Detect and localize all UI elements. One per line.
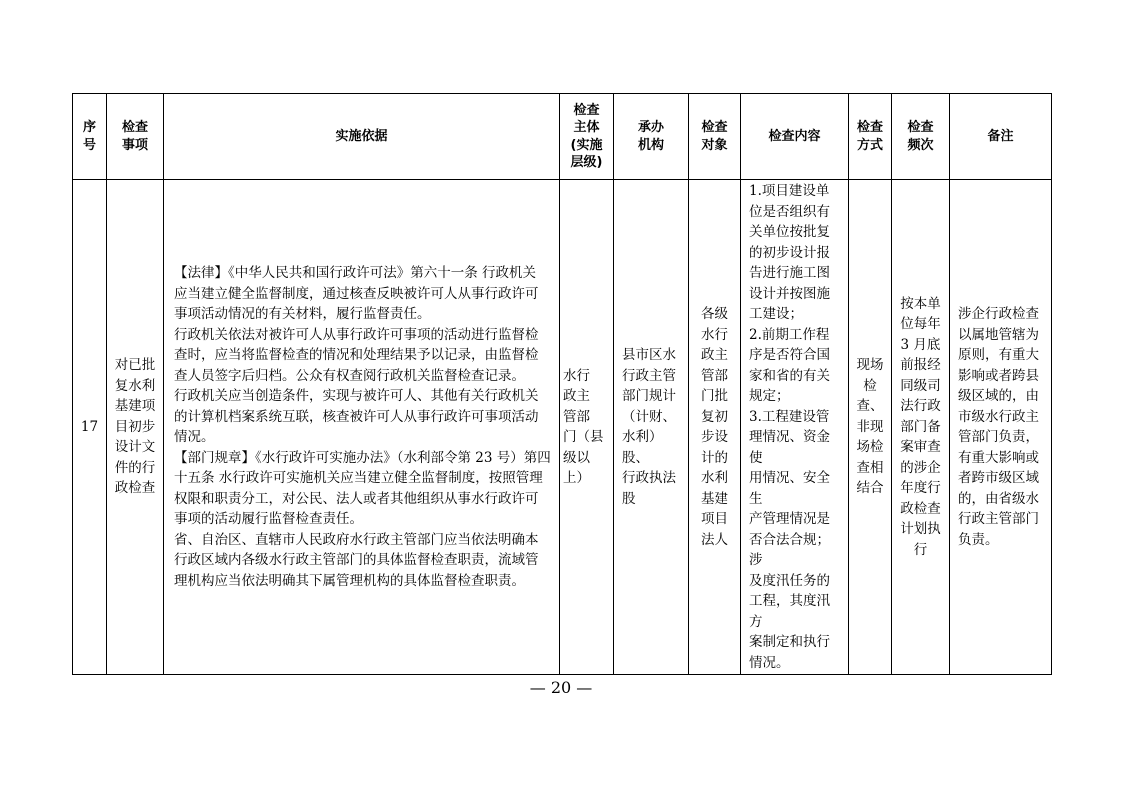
- cell-basis: [164, 180, 560, 675]
- cell-remark: 涉企行政检查 以属地管辖为 原则，有重大 影响或者跨县 级区域的，由 市级水行政主 管部门负责， 有重大影响或 者跨市级区域 的，由省级水 行政主管部门 负责。: [950, 180, 1052, 675]
- table-row: [73, 180, 1052, 675]
- page-number: — 20 —: [529, 678, 593, 697]
- header-row: [73, 94, 1052, 180]
- header-content: 检查内容: [741, 94, 849, 180]
- header-item: 检查 事项: [107, 94, 164, 180]
- header-seq: 序 号: [73, 94, 107, 180]
- cell-content: 1.项目建设单 位是否组织有 关单位按批复 的初步设计报 告进行施工图 设计并按图施 工建设； 2.前期工作程 序是否符合国 家和省的有关 规定； 3.工程建设管 理情况、资金使 用情况、安全生 产管理情况是 否合法合规；涉 及度汛任务的 工程，其度汛方 案制定和执行 情况。: [741, 180, 849, 675]
- header-remark: 备注: [950, 94, 1052, 180]
- basis-paragraph-4: 【部门规章】《水行政许可实施办法》（水利部令第 23 号）第四 十五条 水行政许可实施机关应当建立健全监督制度，按照管理 权限和职责分工，对公民、法人或者其他组织从事水行政许可 事项的活动履行监督检查责任。: [174, 449, 551, 527]
- header-basis: 实施依据: [164, 94, 560, 180]
- basis-paragraph-3: 行政机关应当创造条件，实现与被许可人、其他有关行政机关 的计算机档案系统互联，核查被许可人从事行政许可事项活动 情况。: [174, 388, 539, 445]
- cell-seq: 17: [73, 180, 107, 675]
- header-subject: 检查 主体 (实施 层级): [560, 94, 614, 180]
- cell-freq: 按本单 位每年 3 月底 前报经 同级司 法行政 部门备 案审查 的涉企 年度行 政检查 计划执 行: [892, 180, 950, 675]
- basis-paragraph-1: 【法律】《中华人民共和国行政许可法》第六十一条 行政机关 应当建立健全监督制度，通过核查反映被许可人从事行政许可 事项活动情况的有关材料，履行监督责任。: [174, 265, 539, 322]
- cell-subject: 水行 政主 管部 门（县 级以 上）: [560, 180, 614, 675]
- header-method: 检查 方式: [849, 94, 892, 180]
- inspection-table: [72, 93, 1052, 675]
- cell-item: 对已批 复水利 基建项 目初步 设计文 件的行 政检查: [107, 180, 164, 675]
- basis-paragraph-5: 省、自治区、直辖市人民政府水行政主管部门应当依法明确本 行政区域内各级水行政主管部门的具体监督检查职责，流域管 理机构应当依法明确其下属管理机构的具体监督检查职责。: [174, 531, 539, 589]
- cell-method: 现场 检 查、 非现 场检 查相 结合: [849, 180, 892, 675]
- header-org: 承办 机构: [614, 94, 689, 180]
- header-freq: 检查 频次: [892, 94, 950, 180]
- basis-paragraph-2: 行政机关依法对被许可人从事行政许可事项的活动进行监督检 查时，应当将监督检查的情况和处理结果予以记录，由监督检 查人员签字后归档。公众有权查阅行政机关监督检查记录。: [174, 326, 539, 384]
- cell-target: 各级 水行 政主 管部 门批 复初 步设 计的 水利 基建 项目 法人: [689, 180, 741, 675]
- header-target: 检查 对象: [689, 94, 741, 180]
- cell-org: 县市区水 行政主管 部门规计 （计财、 水利）股、 行政执法 股: [614, 180, 689, 675]
